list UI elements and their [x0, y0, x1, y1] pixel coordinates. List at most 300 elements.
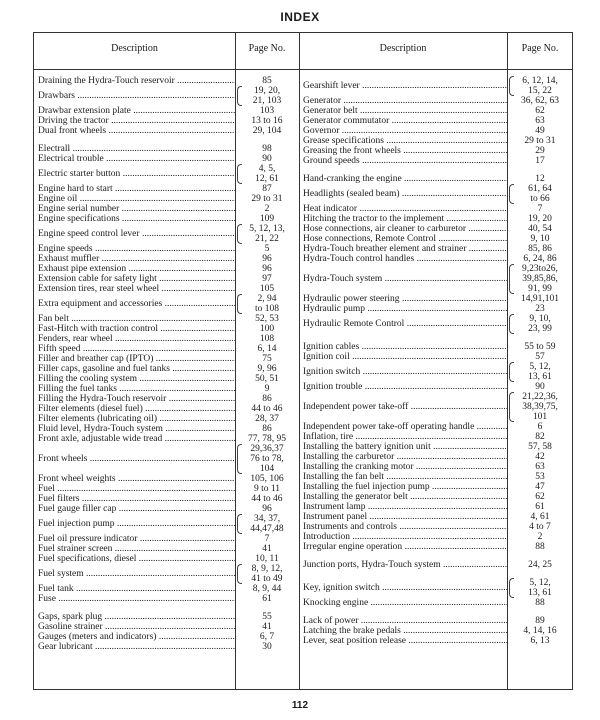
entry-pages — [235, 274, 299, 284]
entry-description: Driving the tractor ..... — [34, 116, 235, 126]
page-ref: 96 — [262, 504, 272, 514]
entry-description: Hand-cranking the engine ..... — [299, 174, 507, 184]
letter-gap — [34, 136, 299, 144]
entry-description: Installing the carburetor ..... — [299, 452, 507, 462]
entry-description: Gaps, spark plug ..... — [34, 612, 235, 622]
page-ref: 9,23to26, — [522, 264, 558, 274]
entry-pages — [235, 404, 299, 414]
page-ref: 4, 5, — [258, 164, 276, 174]
entry-pages — [507, 512, 573, 522]
entry-pages — [235, 164, 299, 184]
index-entry — [299, 452, 573, 462]
entry-pages — [507, 136, 573, 146]
entry-pages — [507, 352, 573, 362]
entry-description: Latching the brake pedals ..... — [299, 626, 507, 636]
index-entry — [299, 116, 573, 126]
index-entry — [299, 76, 573, 96]
entry-description: Lever, seat position release ..... — [299, 636, 507, 646]
index-entry — [34, 154, 299, 164]
page-ref: 91, 99 — [528, 284, 552, 294]
page-ref: 34, 37, — [253, 514, 281, 524]
page-ref: 2 — [537, 532, 543, 542]
page-ref: 39,85,86, — [522, 274, 558, 284]
page-ref: 12 — [535, 174, 545, 184]
entry-description: Greasing the front wheels ..... — [299, 146, 507, 156]
entry-description: Hose connections, Remote Control ..... — [299, 234, 507, 244]
index-entry — [34, 622, 299, 632]
page-ref: 61, 64 — [528, 184, 552, 194]
page-ref: 6, 12, 14, — [522, 76, 558, 86]
entry-pages — [507, 382, 573, 392]
entry-pages — [235, 314, 299, 324]
entry-pages — [507, 522, 573, 532]
page-ref: 96 — [262, 254, 272, 264]
entry-pages — [235, 144, 299, 154]
entry-pages — [235, 86, 299, 106]
entry-description: Instrument panel ..... — [299, 512, 507, 522]
page-ref: 4, 61 — [530, 512, 550, 522]
entry-description: Filler and breather cap (IPTO) ..... — [34, 354, 235, 364]
entry-description: Engine specifications ..... — [34, 214, 235, 224]
entry-pages — [507, 616, 573, 626]
page-ref: 41 to 49 — [251, 574, 283, 584]
page-ref: 77, 78, 95 — [248, 434, 286, 444]
index-entry — [299, 156, 573, 166]
page-ref: 8, 9, 44 — [252, 584, 282, 594]
entry-description: Inflation, tire ..... — [299, 432, 507, 442]
page-ref: 62 — [535, 492, 545, 502]
page-ref: 55 — [262, 612, 272, 622]
page-ref: 89 — [535, 616, 545, 626]
page-ref: 90 — [262, 154, 272, 164]
entry-pages — [235, 584, 299, 594]
entry-pages — [507, 254, 573, 264]
index-entry — [34, 544, 299, 554]
index-entry — [34, 384, 299, 394]
entry-description: Instrument lamp ..... — [299, 502, 507, 512]
index-entry — [34, 394, 299, 404]
page-ref: 2 — [264, 204, 270, 214]
index-entry — [299, 432, 573, 442]
entry-description: Fast-Hitch with traction control ..... — [34, 324, 235, 334]
letter-gap — [299, 334, 573, 342]
entry-pages — [235, 294, 299, 314]
page-ref: 5, 12, — [529, 362, 551, 372]
index-entry — [299, 462, 573, 472]
index-entry — [299, 616, 573, 626]
entry-description: Instruments and controls ..... — [299, 522, 507, 532]
entry-pages — [235, 116, 299, 126]
entry-pages — [235, 394, 299, 404]
page-ref: 19, 20, — [253, 86, 281, 96]
index-entry — [299, 626, 573, 636]
index-entry — [34, 444, 299, 474]
entry-description: Installing the fan belt ..... — [299, 472, 507, 482]
entry-description: Generator commutator ..... — [299, 116, 507, 126]
index-entry — [34, 374, 299, 384]
index-entry — [34, 474, 299, 484]
entry-description: Filter elements (lubricating oil) ..... — [34, 414, 235, 424]
page-ref: 104 — [259, 464, 275, 474]
page-ref: 52, 53 — [255, 314, 279, 324]
entry-description: Independent power take-off operating handle ..... — [299, 422, 507, 432]
index-entry — [34, 364, 299, 374]
entry-description: Knocking engine ..... — [299, 598, 507, 608]
entry-description: Gearshift lever ..... — [299, 81, 507, 91]
entry-pages — [507, 578, 573, 598]
page-ref: 86 — [262, 394, 272, 404]
index-entry — [34, 76, 299, 86]
page-ref: 5 — [264, 244, 270, 254]
entry-pages — [235, 434, 299, 444]
index-entry — [299, 234, 573, 244]
entry-pages — [507, 532, 573, 542]
index-entry — [299, 126, 573, 136]
entry-pages — [507, 482, 573, 492]
page-number: 112 — [291, 700, 309, 711]
entry-description: Extension tires, rear steel wheel ..... — [34, 284, 235, 294]
entry-description: Hose connections, air cleaner to carburetor ..... — [299, 224, 507, 234]
index-entry — [299, 532, 573, 542]
index-entry — [34, 554, 299, 564]
page-ref: 21, 103 — [252, 96, 282, 106]
entry-pages — [507, 174, 573, 184]
page-ref: 103 — [259, 106, 275, 116]
page-ref: 21,22,36, — [522, 392, 558, 402]
entry-description: Irregular engine operation ..... — [299, 542, 507, 552]
page-ref: 23 — [535, 304, 545, 314]
page-ref: to 66 — [530, 194, 550, 204]
page-ref: 9, 10, — [529, 314, 551, 324]
entry-pages — [235, 224, 299, 244]
index-entry — [299, 560, 573, 570]
page-ref: 23, 99 — [528, 324, 552, 334]
entry-description: Heat indicator ..... — [299, 204, 507, 214]
entry-description: Engine serial number ..... — [34, 204, 235, 214]
page-ref: 24, 25 — [528, 560, 552, 570]
entry-pages — [235, 612, 299, 622]
entry-pages — [235, 126, 299, 136]
index-entry — [299, 304, 573, 314]
index-entry — [299, 542, 573, 552]
index-entry — [34, 504, 299, 514]
page-ref: 29,36,37 — [250, 444, 284, 454]
index-entry — [299, 482, 573, 492]
entry-pages — [507, 244, 573, 254]
entry-description: Gasoline strainer ..... — [34, 622, 235, 632]
entry-description: Electric starter button ..... — [34, 169, 235, 179]
entry-description: Ignition cables ..... — [299, 342, 507, 352]
page-ref: 50, 51 — [255, 374, 279, 384]
entry-description: Drawbars ..... — [34, 91, 235, 101]
entry-pages — [507, 636, 573, 646]
index-entry — [299, 392, 573, 422]
page-ref: 97 — [262, 274, 272, 284]
entry-pages — [235, 474, 299, 484]
index-entry — [34, 632, 299, 642]
page-ref: 10, 11 — [255, 554, 279, 564]
entry-description: Installing the generator belt ..... — [299, 492, 507, 502]
entry-pages — [507, 264, 573, 294]
right-description-header: Description — [379, 43, 427, 54]
entry-pages — [235, 344, 299, 354]
index-entry — [299, 204, 573, 214]
index-entry — [34, 116, 299, 126]
entry-pages — [507, 492, 573, 502]
entry-description: Filling the cooling system ..... — [34, 374, 235, 384]
entry-pages — [235, 184, 299, 194]
entry-description: Ignition switch ..... — [299, 367, 507, 377]
entry-description: Draining the Hydra-Touch reservoir ..... — [34, 76, 235, 86]
index-entry — [299, 502, 573, 512]
page-ref: 85, 86 — [528, 244, 552, 254]
entry-description: Generator belt ..... — [299, 106, 507, 116]
entry-pages — [235, 504, 299, 514]
page-ref: 5, 12, — [529, 578, 551, 588]
index-entry — [34, 514, 299, 534]
entry-description: Fluid level, Hydra-Touch system ..... — [34, 424, 235, 434]
page-ref: 109 — [259, 214, 275, 224]
page-ref: 2, 94 — [257, 294, 277, 304]
entry-description: Drawbar extension plate ..... — [34, 106, 235, 116]
entry-pages — [235, 194, 299, 204]
left-page-header: Page No. — [248, 43, 286, 54]
entry-pages — [507, 422, 573, 432]
entry-description: Ground speeds ..... — [299, 156, 507, 166]
entry-description: Hydra-Touch system ..... — [299, 274, 507, 284]
entry-description: Hydraulic power steering ..... — [299, 294, 507, 304]
page-ref: 57 — [535, 352, 545, 362]
index-entry — [299, 362, 573, 382]
entry-pages — [507, 598, 573, 608]
page-ref: 17 — [535, 156, 545, 166]
entry-description: Gauges (meters and indicators) ..... — [34, 632, 235, 642]
index-entry — [34, 126, 299, 136]
page-ref: 36, 62, 63 — [521, 96, 559, 106]
entry-pages — [507, 452, 573, 462]
entry-description: Fuel injection pump ..... — [34, 519, 235, 529]
entry-pages — [507, 304, 573, 314]
entry-pages — [507, 462, 573, 472]
index-entry — [299, 578, 573, 598]
entry-description: Governor ..... — [299, 126, 507, 136]
index-entry — [34, 424, 299, 434]
page-ref: 21, 22 — [255, 234, 279, 244]
index-entry — [299, 598, 573, 608]
entry-pages — [507, 362, 573, 382]
index-entry — [34, 484, 299, 494]
index-entry — [34, 564, 299, 584]
entry-pages — [235, 324, 299, 334]
index-entry — [34, 404, 299, 414]
index-entry — [34, 194, 299, 204]
index-entry — [299, 136, 573, 146]
entry-pages — [507, 560, 573, 570]
page-ref: 6, 7 — [259, 632, 275, 642]
index-entry — [34, 224, 299, 244]
entry-description: Ignition trouble ..... — [299, 382, 507, 392]
page-ref: 5, 12, 13, — [249, 224, 285, 234]
page-ref: 4, 14, 16 — [523, 626, 557, 636]
entry-pages — [235, 564, 299, 584]
page-ref: 29 — [535, 146, 545, 156]
page-ref: 63 — [535, 462, 545, 472]
page-ref: 47 — [535, 482, 545, 492]
index-entry — [299, 106, 573, 116]
entry-pages — [507, 96, 573, 106]
index-entry — [299, 254, 573, 264]
entry-pages — [235, 594, 299, 604]
page-ref: 55 to 59 — [524, 342, 556, 352]
index-entry — [299, 146, 573, 156]
page-ref: 53 — [535, 472, 545, 482]
entry-pages — [507, 146, 573, 156]
entry-pages — [507, 342, 573, 352]
index-entry — [299, 314, 573, 334]
page-ref: 87 — [262, 184, 272, 194]
entry-pages — [235, 354, 299, 364]
entry-description: Electrical trouble ..... — [34, 154, 235, 164]
index-entry — [34, 254, 299, 264]
entry-description: Hydra-Touch breather element and strainer ..... — [299, 244, 507, 254]
entry-description: Dual front wheels ..... — [34, 126, 235, 136]
entry-pages — [235, 364, 299, 374]
entry-description: Extension cable for safety light ..... — [34, 274, 235, 284]
index-entry — [34, 612, 299, 622]
entry-pages — [235, 214, 299, 224]
entry-pages — [507, 106, 573, 116]
page-ref: 6 — [537, 422, 543, 432]
entry-description: Engine speed control lever ..... — [34, 229, 235, 239]
entry-description: Filling the Hydra-Touch reservoir ..... — [34, 394, 235, 404]
page-ref: 76 to 78, — [250, 454, 284, 464]
index-entry — [299, 636, 573, 646]
entry-pages — [235, 154, 299, 164]
letter-gap — [34, 604, 299, 612]
page-ref: 98 — [262, 144, 272, 154]
entry-pages — [235, 284, 299, 294]
entry-pages — [235, 514, 299, 534]
page-ref: 7 — [264, 534, 270, 544]
page-ref: 61 — [262, 594, 272, 604]
index-entry — [34, 294, 299, 314]
letter-gap — [299, 570, 573, 578]
page-ref: 85 — [262, 76, 272, 86]
entry-pages — [507, 234, 573, 244]
entry-pages — [507, 204, 573, 214]
entry-description: Filling the fuel tanks ..... — [34, 384, 235, 394]
index-entry — [299, 442, 573, 452]
right-page-header: Page No. — [521, 43, 559, 54]
index-entry — [34, 594, 299, 604]
index-entry — [34, 106, 299, 116]
entry-description: Independent power take-off ..... — [299, 402, 507, 412]
index-entry — [299, 294, 573, 304]
header-divider — [34, 69, 572, 70]
entry-pages — [235, 384, 299, 394]
index-entry — [299, 174, 573, 184]
page-ref: 9, 10 — [530, 234, 550, 244]
index-entry — [34, 264, 299, 274]
entry-pages — [235, 642, 299, 652]
entry-pages — [235, 632, 299, 642]
page-ref: 29, 104 — [252, 126, 282, 136]
page-ref: 90 — [535, 382, 545, 392]
entry-description: Fuel specifications, diesel ..... — [34, 554, 235, 564]
entry-pages — [507, 442, 573, 452]
index-entry — [34, 344, 299, 354]
page-ref: 101 — [532, 412, 548, 422]
index-entry — [299, 512, 573, 522]
page-ref: 86 — [262, 424, 272, 434]
entry-description: Installing the battery ignition unit ..... — [299, 442, 507, 452]
index-entry — [34, 214, 299, 224]
index-entry — [299, 264, 573, 294]
page-ref: 13, 61 — [528, 372, 552, 382]
entry-description: Grease specifications ..... — [299, 136, 507, 146]
page-ref: 13, 61 — [528, 588, 552, 598]
page-ref: 14,91,101 — [521, 294, 559, 304]
page-ref: 63 — [535, 116, 545, 126]
entry-pages — [507, 214, 573, 224]
page-ref: 44 to 46 — [251, 404, 283, 414]
entry-pages — [507, 116, 573, 126]
page-ref: 7 — [537, 204, 543, 214]
page-ref: 41 — [262, 622, 272, 632]
entry-pages — [507, 184, 573, 204]
entry-description: Extra equipment and accessories ..... — [34, 299, 235, 309]
entry-pages — [507, 542, 573, 552]
entry-description: Fuel oil pressure indicator ..... — [34, 534, 235, 544]
entry-description: Fifth speed ..... — [34, 344, 235, 354]
entry-description: Fuel filters ..... — [34, 494, 235, 504]
index-entry — [34, 584, 299, 594]
entry-description: Installing the cranking motor ..... — [299, 462, 507, 472]
page-ref: 105, 106 — [250, 474, 284, 484]
index-entry — [34, 324, 299, 334]
entry-pages — [235, 444, 299, 474]
index-entry — [34, 284, 299, 294]
page-ref: 75 — [262, 354, 272, 364]
index-entry — [34, 144, 299, 154]
entry-pages — [507, 432, 573, 442]
entry-pages — [235, 244, 299, 254]
entry-description: Junction ports, Hydra-Touch system ..... — [299, 560, 507, 570]
letter-gap — [299, 166, 573, 174]
page-ref: 88 — [535, 542, 545, 552]
index-entry — [34, 334, 299, 344]
page-ref: 100 — [259, 324, 275, 334]
page-ref: 88 — [535, 598, 545, 608]
entry-pages — [235, 106, 299, 116]
page-ref: 105 — [259, 284, 275, 294]
entry-pages — [507, 472, 573, 482]
entry-description: Exhaust muffler ..... — [34, 254, 235, 264]
index-entry — [34, 204, 299, 214]
entry-description: Introduction ..... — [299, 532, 507, 542]
entry-description: Exhaust pipe extension ..... — [34, 264, 235, 274]
entry-description: Fuel ..... — [34, 484, 235, 494]
letter-gap — [299, 608, 573, 616]
page-title: INDEX — [280, 10, 320, 24]
page-ref: to 108 — [254, 304, 279, 314]
entry-pages — [235, 494, 299, 504]
index-entry — [299, 342, 573, 352]
index-entry — [299, 472, 573, 482]
entry-description: Fuel strainer screen ..... — [34, 544, 235, 554]
page-ref: 108 — [259, 334, 275, 344]
index-entry — [34, 354, 299, 364]
